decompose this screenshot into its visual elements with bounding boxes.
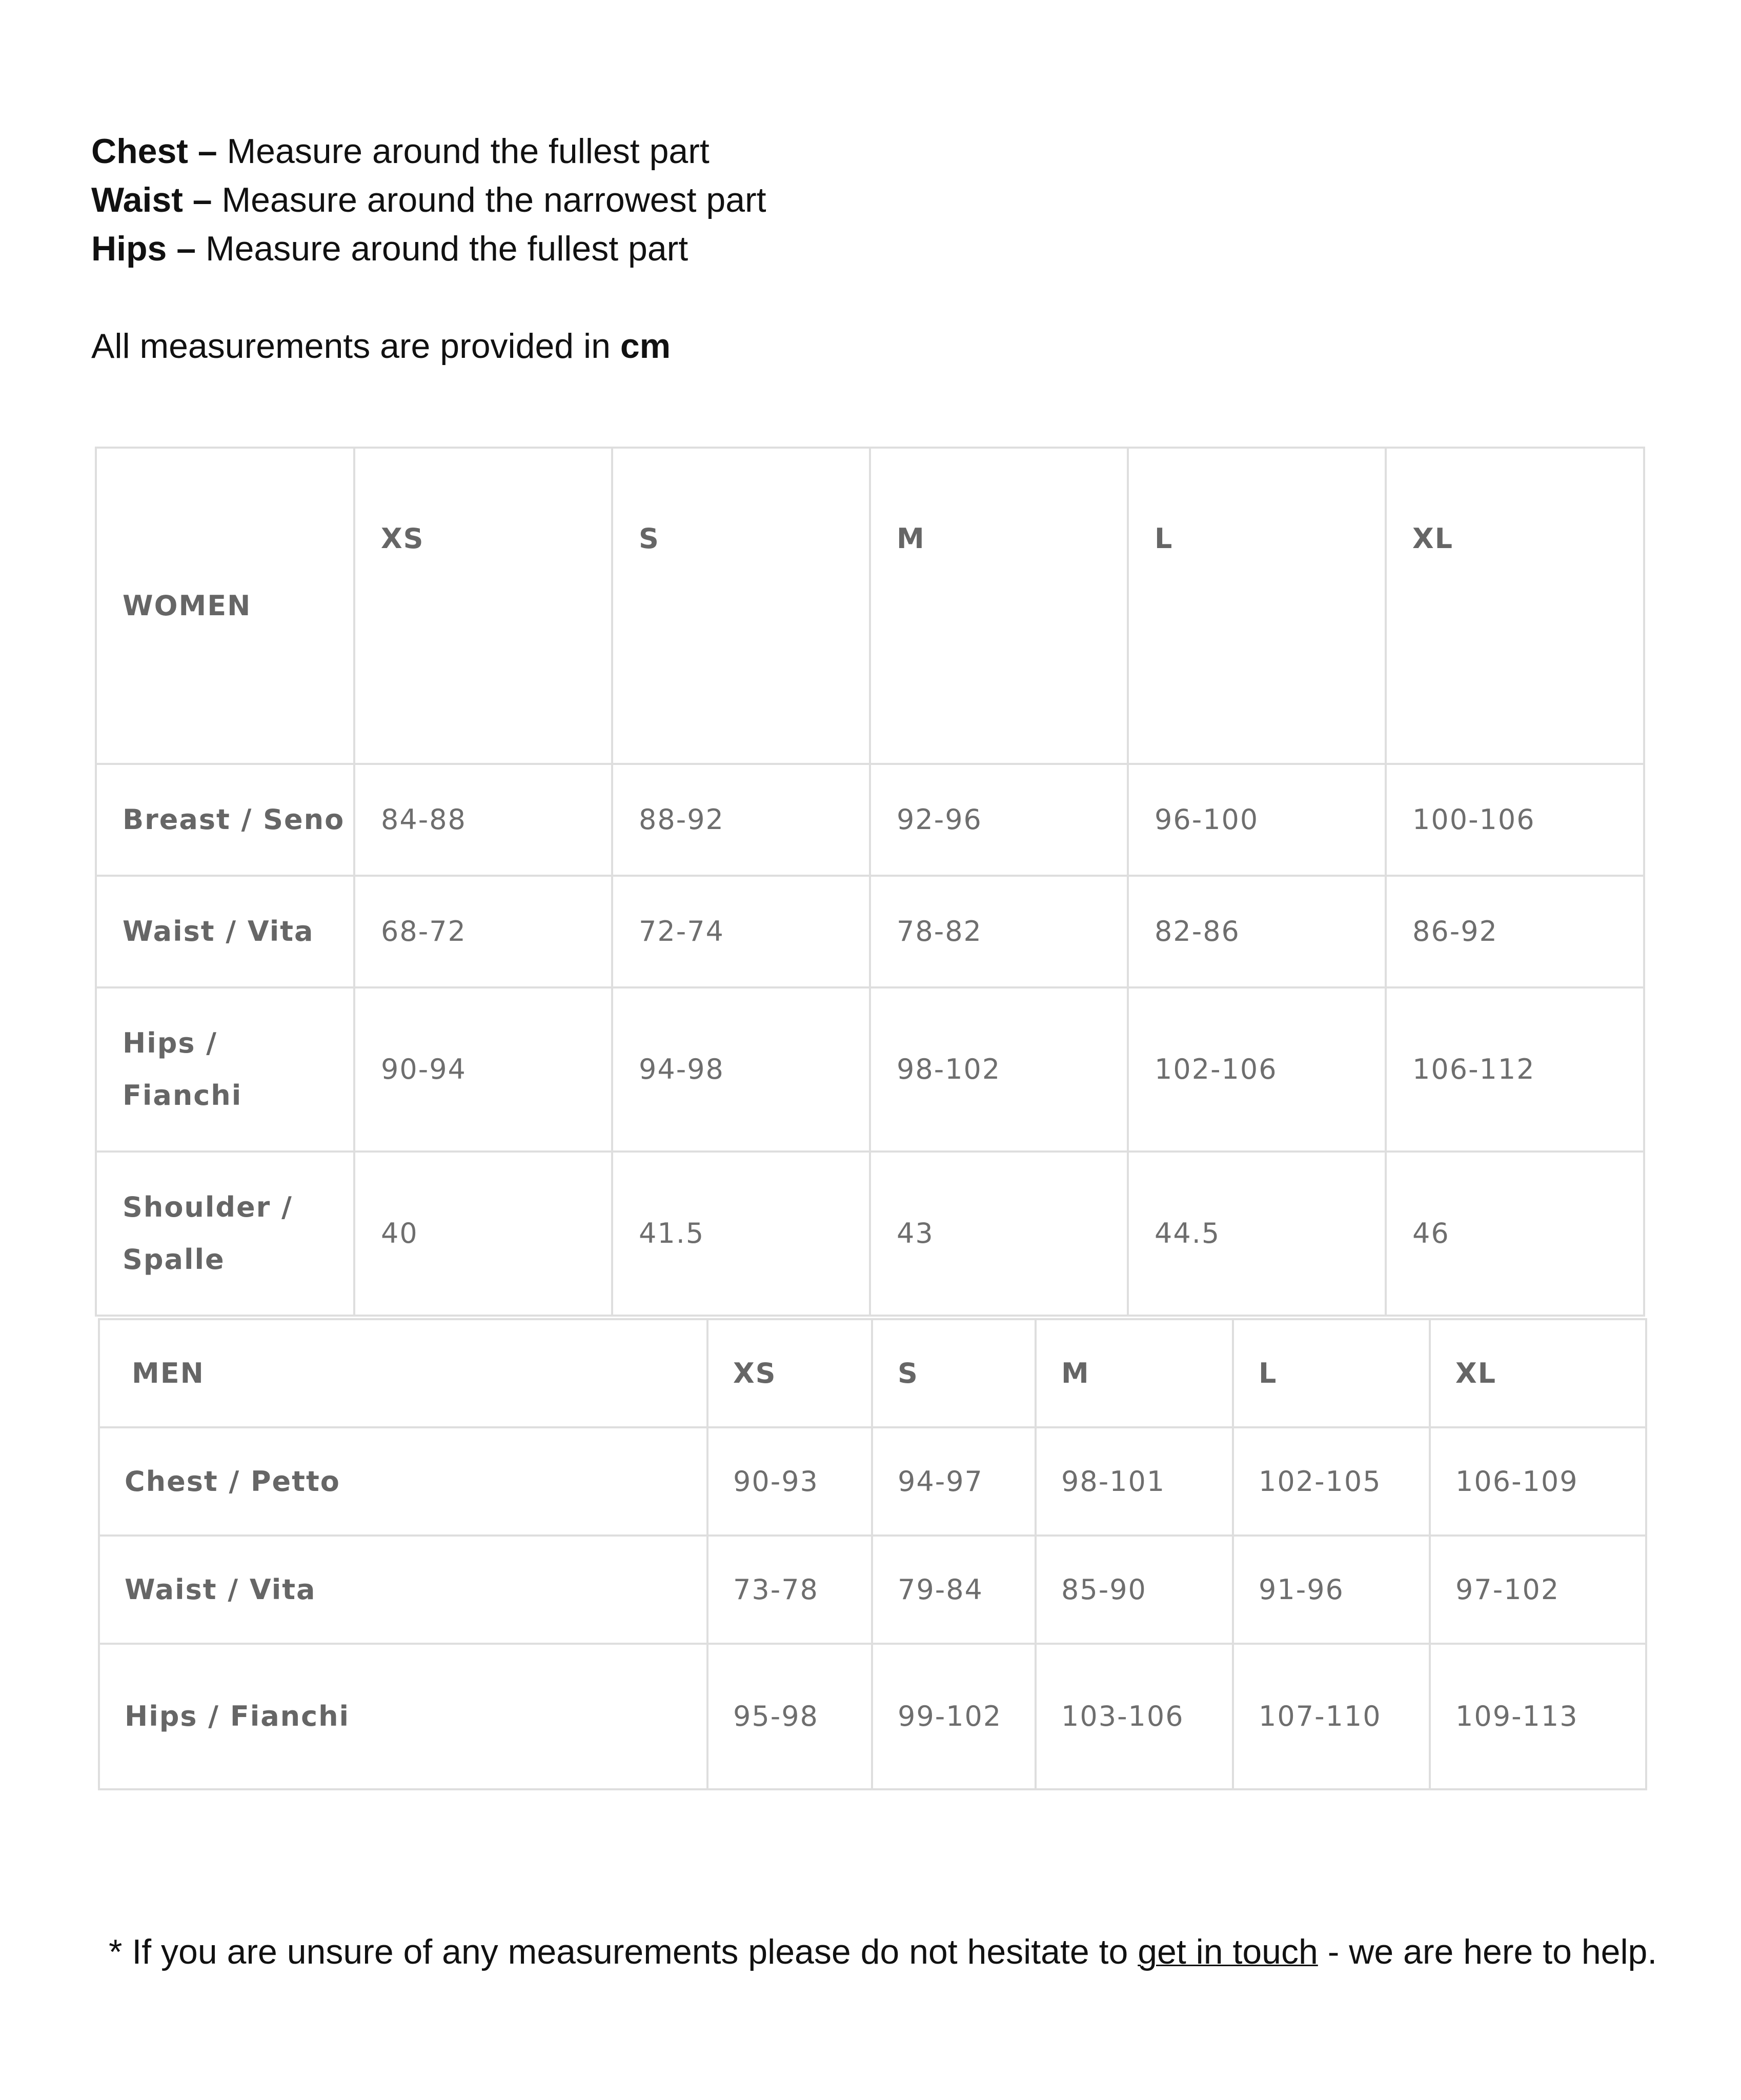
table-row	[99, 1427, 1646, 1536]
chest-term: Chest –	[91, 132, 217, 171]
table-cell: 43	[870, 1152, 1128, 1316]
table-cell: 94-97	[872, 1427, 1036, 1536]
men-row-label: Chest / Petto	[99, 1427, 707, 1536]
men-title: MEN	[99, 1319, 707, 1427]
men-size-xl: XL	[1430, 1319, 1646, 1427]
table-cell: 94-98	[612, 987, 870, 1152]
table-cell: 102-105	[1233, 1427, 1430, 1536]
waist-term: Waist –	[91, 180, 212, 219]
table-cell: 68-72	[354, 876, 612, 987]
table-cell: 84-88	[354, 764, 612, 876]
table-cell: 79-84	[872, 1536, 1036, 1644]
table-cell: 92-96	[870, 764, 1128, 876]
units-text: All measurements are provided in	[91, 327, 620, 366]
waist-text: Measure around the narrowest part	[212, 180, 766, 219]
table-cell: 109-113	[1430, 1644, 1646, 1789]
women-row-label: Breast / Seno	[96, 764, 354, 876]
women-size-table	[95, 447, 1645, 1317]
table-cell: 78-82	[870, 876, 1128, 987]
table-cell: 106-112	[1386, 987, 1644, 1152]
table-row	[96, 1152, 1644, 1316]
men-size-m: M	[1036, 1319, 1233, 1427]
women-row-label-line-1: Hips /	[123, 1027, 218, 1059]
table-cell: 98-102	[870, 987, 1128, 1152]
women-size-xs: XS	[354, 448, 612, 764]
table-cell: 99-102	[872, 1644, 1036, 1789]
women-size-s: S	[612, 448, 870, 764]
table-row	[99, 1644, 1646, 1789]
measurement-guide	[91, 127, 766, 371]
chest-text: Measure around the fullest part	[217, 132, 710, 171]
women-row-label-line-2: Fianchi	[123, 1079, 242, 1112]
table-cell: 96-100	[1128, 764, 1386, 876]
table-cell: 85-90	[1036, 1536, 1233, 1644]
table-cell: 106-109	[1430, 1427, 1646, 1536]
men-size-table	[98, 1318, 1647, 1790]
table-cell: 95-98	[707, 1644, 872, 1789]
table-cell: 86-92	[1386, 876, 1644, 987]
table-cell: 40	[354, 1152, 612, 1316]
table-cell: 90-93	[707, 1427, 872, 1536]
table-cell: 44.5	[1128, 1152, 1386, 1316]
waist-guide	[91, 176, 766, 225]
footnote-prefix: * If you are unsure of any measurements please do not hesitate to	[109, 1932, 1138, 1971]
table-row	[96, 987, 1644, 1152]
men-row-label: Hips / Fianchi	[99, 1644, 707, 1789]
table-cell: 82-86	[1128, 876, 1386, 987]
help-footnote	[109, 1929, 1657, 1975]
men-row-label: Waist / Vita	[99, 1536, 707, 1644]
table-cell: 46	[1386, 1152, 1644, 1316]
women-size-l: L	[1128, 448, 1386, 764]
table-cell: 103-106	[1036, 1644, 1233, 1789]
men-size-l: L	[1233, 1319, 1430, 1427]
women-row-label	[96, 1152, 354, 1316]
footnote-suffix: - we are here to help.	[1318, 1932, 1657, 1971]
women-title: WOMEN	[96, 448, 354, 764]
women-row-label-line-2: Spalle	[123, 1243, 225, 1276]
table-cell: 102-106	[1128, 987, 1386, 1152]
women-row-label-line-1: Shoulder /	[123, 1191, 293, 1223]
table-cell: 90-94	[354, 987, 612, 1152]
table-cell: 100-106	[1386, 764, 1644, 876]
men-header-row	[99, 1319, 1646, 1427]
chest-guide	[91, 127, 766, 176]
table-cell: 41.5	[612, 1152, 870, 1316]
women-header-row	[96, 448, 1644, 764]
get-in-touch-link[interactable]: get in touch	[1138, 1932, 1318, 1971]
men-size-xs: XS	[707, 1319, 872, 1427]
units-value: cm	[620, 327, 671, 366]
table-cell: 98-101	[1036, 1427, 1233, 1536]
table-cell: 107-110	[1233, 1644, 1430, 1789]
table-cell: 72-74	[612, 876, 870, 987]
men-size-s: S	[872, 1319, 1036, 1427]
women-size-m: M	[870, 448, 1128, 764]
table-row	[96, 876, 1644, 987]
table-cell: 88-92	[612, 764, 870, 876]
hips-term: Hips –	[91, 229, 196, 268]
hips-guide	[91, 225, 766, 273]
table-row	[96, 764, 1644, 876]
women-row-label: Waist / Vita	[96, 876, 354, 987]
table-cell: 73-78	[707, 1536, 872, 1644]
hips-text: Measure around the fullest part	[196, 229, 689, 268]
women-size-xl: XL	[1386, 448, 1644, 764]
table-cell: 91-96	[1233, 1536, 1430, 1644]
women-row-label	[96, 987, 354, 1152]
table-row	[99, 1536, 1646, 1644]
table-cell: 97-102	[1430, 1536, 1646, 1644]
units-note	[91, 322, 766, 371]
